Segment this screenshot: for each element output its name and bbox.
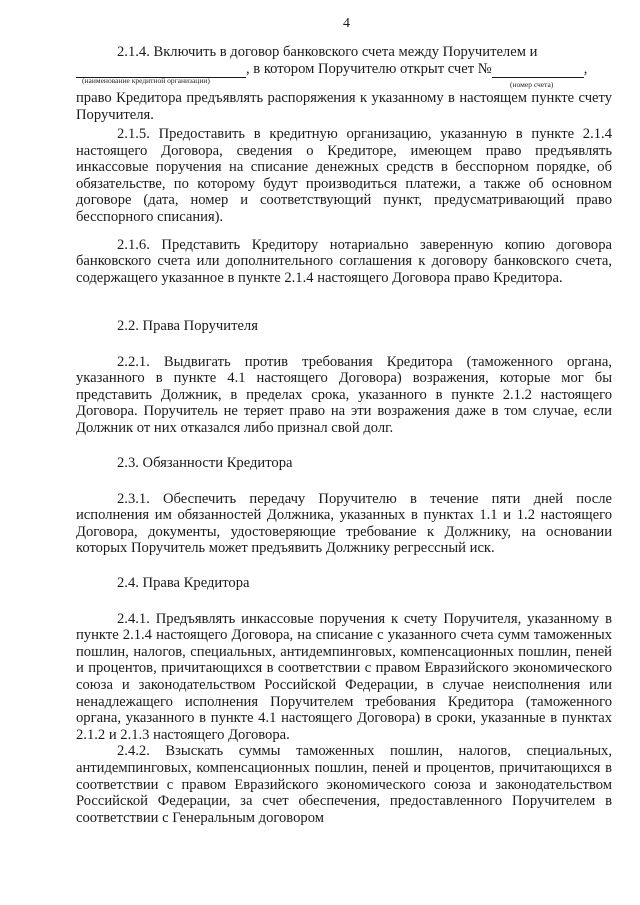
- heading-2-4: 2.4. Права Кредитора: [117, 575, 250, 591]
- heading-2-2: 2.2. Права Поручителя: [117, 318, 258, 334]
- page-number: 4: [343, 16, 350, 31]
- clause-2-4-1: 2.4.1. Предъявлять инкассовые поручения к счету Поручителя, указанному в пункте 2.1.4 настоящего Договора, на списание с указанного счета сумм таможенных пошлин, налогов, специальных, антидемпинговых, компенсационных пошлин, пеней и процентов, причитающихся в соответствии с правом Евразийского экономического союза и законодательством Российской Федерации, в случае неисполнения или ненадлежащего исполнения Поручителем требования Кредитора (таможенного органа, указанного в пункте 4.1 настоящего Договора) в сроки, указанные в пунктах 2.1.2 и 2.1.3 настоящего Договора.: [76, 610, 612, 743]
- clause-2-3-1: 2.3.1. Обеспечить передачу Поручителю в течение пяти дней после исполнения им обязанностей Должника, указанных в пунктах 1.1 и 1.2 настоящего Договора, документы, удостоверяющие требование к Должнику, на основании которых Поручитель может предъявить Должнику регрессный иск.: [76, 490, 612, 557]
- clause-2-1-4-mid: , в котором Поручителю открыт счет №: [246, 60, 492, 77]
- clause-2-1-4: [76, 44, 612, 123]
- section-2-2: [76, 318, 612, 437]
- section-2-3: [76, 455, 612, 557]
- account-number-caption: (номер счета): [510, 80, 554, 90]
- clause-2-1-4-line1: 2.1.4. Включить в договор банковского счета между Поручителем и: [117, 44, 538, 60]
- clause-2-1-4-comma: ,: [583, 60, 588, 77]
- clause-2-1-4-captions: [76, 78, 612, 90]
- heading-2-3: 2.3. Обязанности Кредитора: [117, 455, 293, 471]
- clause-2-1-6: 2.1.6. Представить Кредитору нотариально заверенную копию договора банковского счета или дополнительного соглашения к договору банковского счета, содержащего указанное в пункте 2.1.4 настоящего Договора право Кредитора.: [76, 236, 612, 286]
- clause-2-1-5: 2.1.5. Предоставить в кредитную организацию, указанную в пункте 2.1.4 настоящего Договора, сведения о Кредиторе, имеющем право предъявлять инкассовые поручения на списание денежных средств в бесспорном порядке, об обязательстве, по которому будут производиться платежи, а также об основном договоре (дата, номер и соответствующий пункт, предусматривающий право бесспорного списания).: [76, 126, 612, 225]
- clauses-2-1-5-and-2-1-6: [76, 126, 612, 286]
- clause-2-1-4-rest: право Кредитора предъявлять распоряжения к указанному в настоящем пункте счету Поручителя.: [76, 90, 612, 123]
- section-2-4: [76, 575, 612, 826]
- account-number-blank: [492, 61, 584, 79]
- clause-2-4-2: 2.4.2. Взыскать суммы таможенных пошлин, налогов, специальных, антидемпинговых, компенсационных пошлин, пеней и процентов, причитающихся в соответствии с правом Евразийского экономического союза и законодательством Российской Федерации, за счет обеспечения, предоставленного Поручителем в соответствии с Генеральным договором: [76, 743, 612, 826]
- clause-2-2-1: 2.2.1. Выдвигать против требования Кредитора (таможенного органа, указанного в пункте 4.1 настоящего Договора) возражения, которые мог бы представить Должник, в пределах срока, указанного в пункте 2.1.2 настоящего Договора. Поручитель не теряет право на эти возражения даже в том случае, если Должник от них отказался либо признал свой долг.: [76, 353, 612, 436]
- bank-name-caption: (наименование кредитной организации): [82, 76, 210, 86]
